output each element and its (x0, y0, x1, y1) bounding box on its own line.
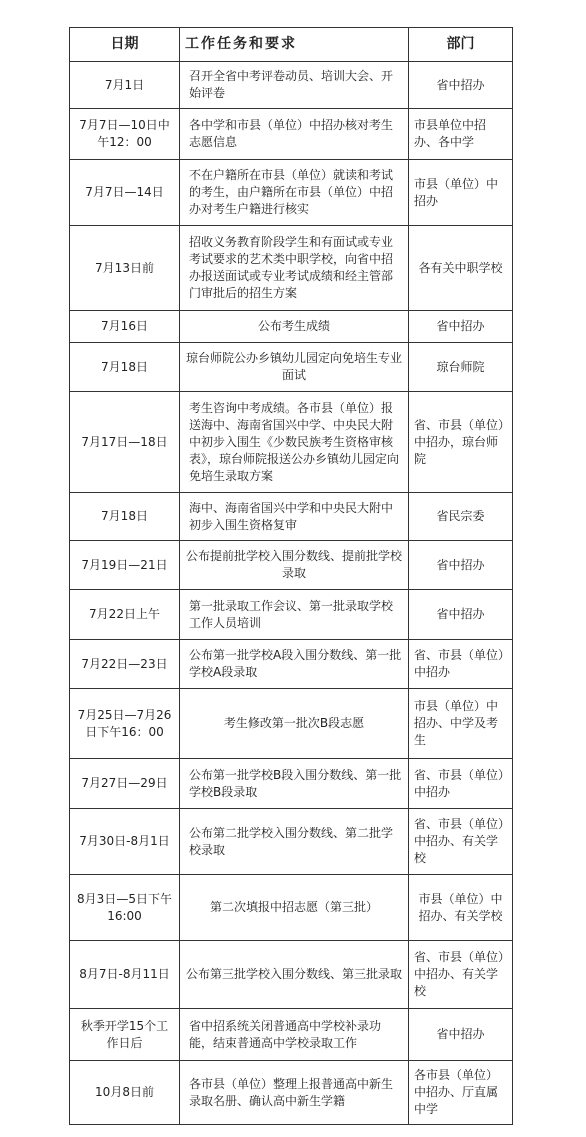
task-cell: 公布考生成绩 (180, 311, 409, 343)
table-row (70, 809, 513, 875)
date-cell: 7月22日上午 (70, 590, 180, 640)
date-cell: 7月27日—29日 (70, 759, 180, 809)
table-row (70, 311, 513, 343)
table-row (70, 1061, 513, 1125)
table-row (70, 875, 513, 941)
date-cell: 7月1日 (70, 62, 180, 109)
task-cell: 考生咨询中考成绩。各市县（单位）报送海中、海南省国兴中学、中央民大附中初步入围生《少数民族考生资格审核表》，琼台师院报送公办乡镇幼儿园定向免培生录取方案 (180, 392, 409, 493)
date-cell: 7月13日前 (70, 226, 180, 311)
table-row (70, 109, 513, 160)
table-row (70, 689, 513, 759)
date-cell: 7月17日—18日 (70, 392, 180, 493)
task-cell: 公布第二批学校入围分数线、第二批学校录取 (180, 809, 409, 875)
dept-cell: 琼台师院 (409, 343, 513, 392)
schedule-table (69, 27, 513, 1125)
date-cell: 7月16日 (70, 311, 180, 343)
table-row (70, 759, 513, 809)
table-row (70, 1009, 513, 1061)
task-cell: 公布第一批学校A段入围分数线、第一批学校A段录取 (180, 640, 409, 689)
date-cell: 7月7日—10日中午12：00 (70, 109, 180, 160)
dept-cell: 市县（单位）中招办、有关学校 (409, 875, 513, 941)
table-row (70, 493, 513, 541)
dept-cell: 市县（单位）中招办、中学及考生 (409, 689, 513, 759)
dept-cell: 省中招办 (409, 590, 513, 640)
task-cell: 第一批录取工作会议、第一批录取学校工作人员培训 (180, 590, 409, 640)
header-task: 工作任务和要求 (180, 28, 409, 62)
dept-cell: 省、市县（单位）中招办，琼台师院 (409, 392, 513, 493)
table-row (70, 160, 513, 226)
task-cell: 考生修改第一批次B段志愿 (180, 689, 409, 759)
dept-cell: 省中招办 (409, 541, 513, 590)
date-cell: 7月25日—7月26日下午16：00 (70, 689, 180, 759)
dept-cell: 省中招办 (409, 62, 513, 109)
task-cell: 不在户籍所在市县（单位）就读和考试的考生，由户籍所在市县（单位）中招办对考生户籍进行核实 (180, 160, 409, 226)
date-cell: 7月22日—23日 (70, 640, 180, 689)
table-row (70, 226, 513, 311)
header-date: 日期 (70, 28, 180, 62)
task-cell: 琼台师院公办乡镇幼儿园定向免培生专业面试 (180, 343, 409, 392)
task-cell: 招收义务教育阶段学生和有面试或专业考试要求的艺术类中职学校，向省中招办报送面试或专业考试成绩和经主管部门审批后的招生方案 (180, 226, 409, 311)
dept-cell: 省中招办 (409, 1009, 513, 1061)
dept-cell: 各市县（单位）中招办、厅直属中学 (409, 1061, 513, 1125)
date-cell: 7月30日-8月1日 (70, 809, 180, 875)
table-row (70, 640, 513, 689)
dept-cell: 各有关中职学校 (409, 226, 513, 311)
header-row (70, 28, 513, 62)
date-cell: 秋季开学15个工作日后 (70, 1009, 180, 1061)
dept-cell: 市县单位中招办、各中学 (409, 109, 513, 160)
dept-cell: 省、市县（单位）中招办、有关学校 (409, 809, 513, 875)
task-cell: 公布提前批学校入围分数线、提前批学校录取 (180, 541, 409, 590)
table-row (70, 941, 513, 1009)
task-cell: 召开全省中考评卷动员、培训大会、开始评卷 (180, 62, 409, 109)
table-row (70, 343, 513, 392)
date-cell: 7月7日—14日 (70, 160, 180, 226)
header-dept: 部门 (409, 28, 513, 62)
task-cell: 省中招系统关闭普通高中学校补录功能，结束普通高中学校录取工作 (180, 1009, 409, 1061)
date-cell: 7月18日 (70, 493, 180, 541)
dept-cell: 市县（单位）中招办 (409, 160, 513, 226)
date-cell: 8月7日-8月11日 (70, 941, 180, 1009)
dept-cell: 省、市县（单位）中招办 (409, 759, 513, 809)
date-cell: 10月8日前 (70, 1061, 180, 1125)
dept-cell: 省中招办 (409, 311, 513, 343)
table-row (70, 541, 513, 590)
task-cell: 各中学和市县（单位）中招办核对考生志愿信息 (180, 109, 409, 160)
task-cell: 公布第三批学校入围分数线、第三批录取 (180, 941, 409, 1009)
dept-cell: 省、市县（单位）中招办 (409, 640, 513, 689)
table-row (70, 392, 513, 493)
task-cell: 第二次填报中招志愿（第三批） (180, 875, 409, 941)
date-cell: 7月19日—21日 (70, 541, 180, 590)
table-row (70, 590, 513, 640)
task-cell: 各市县（单位）整理上报普通高中新生录取名册、确认高中新生学籍 (180, 1061, 409, 1125)
dept-cell: 省民宗委 (409, 493, 513, 541)
date-cell: 8月3日—5日下午16:00 (70, 875, 180, 941)
table-row (70, 62, 513, 109)
dept-cell: 省、市县（单位）中招办、有关学校 (409, 941, 513, 1009)
task-cell: 公布第一批学校B段入围分数线、第一批学校B段录取 (180, 759, 409, 809)
task-cell: 海中、海南省国兴中学和中央民大附中初步入围生资格复审 (180, 493, 409, 541)
date-cell: 7月18日 (70, 343, 180, 392)
